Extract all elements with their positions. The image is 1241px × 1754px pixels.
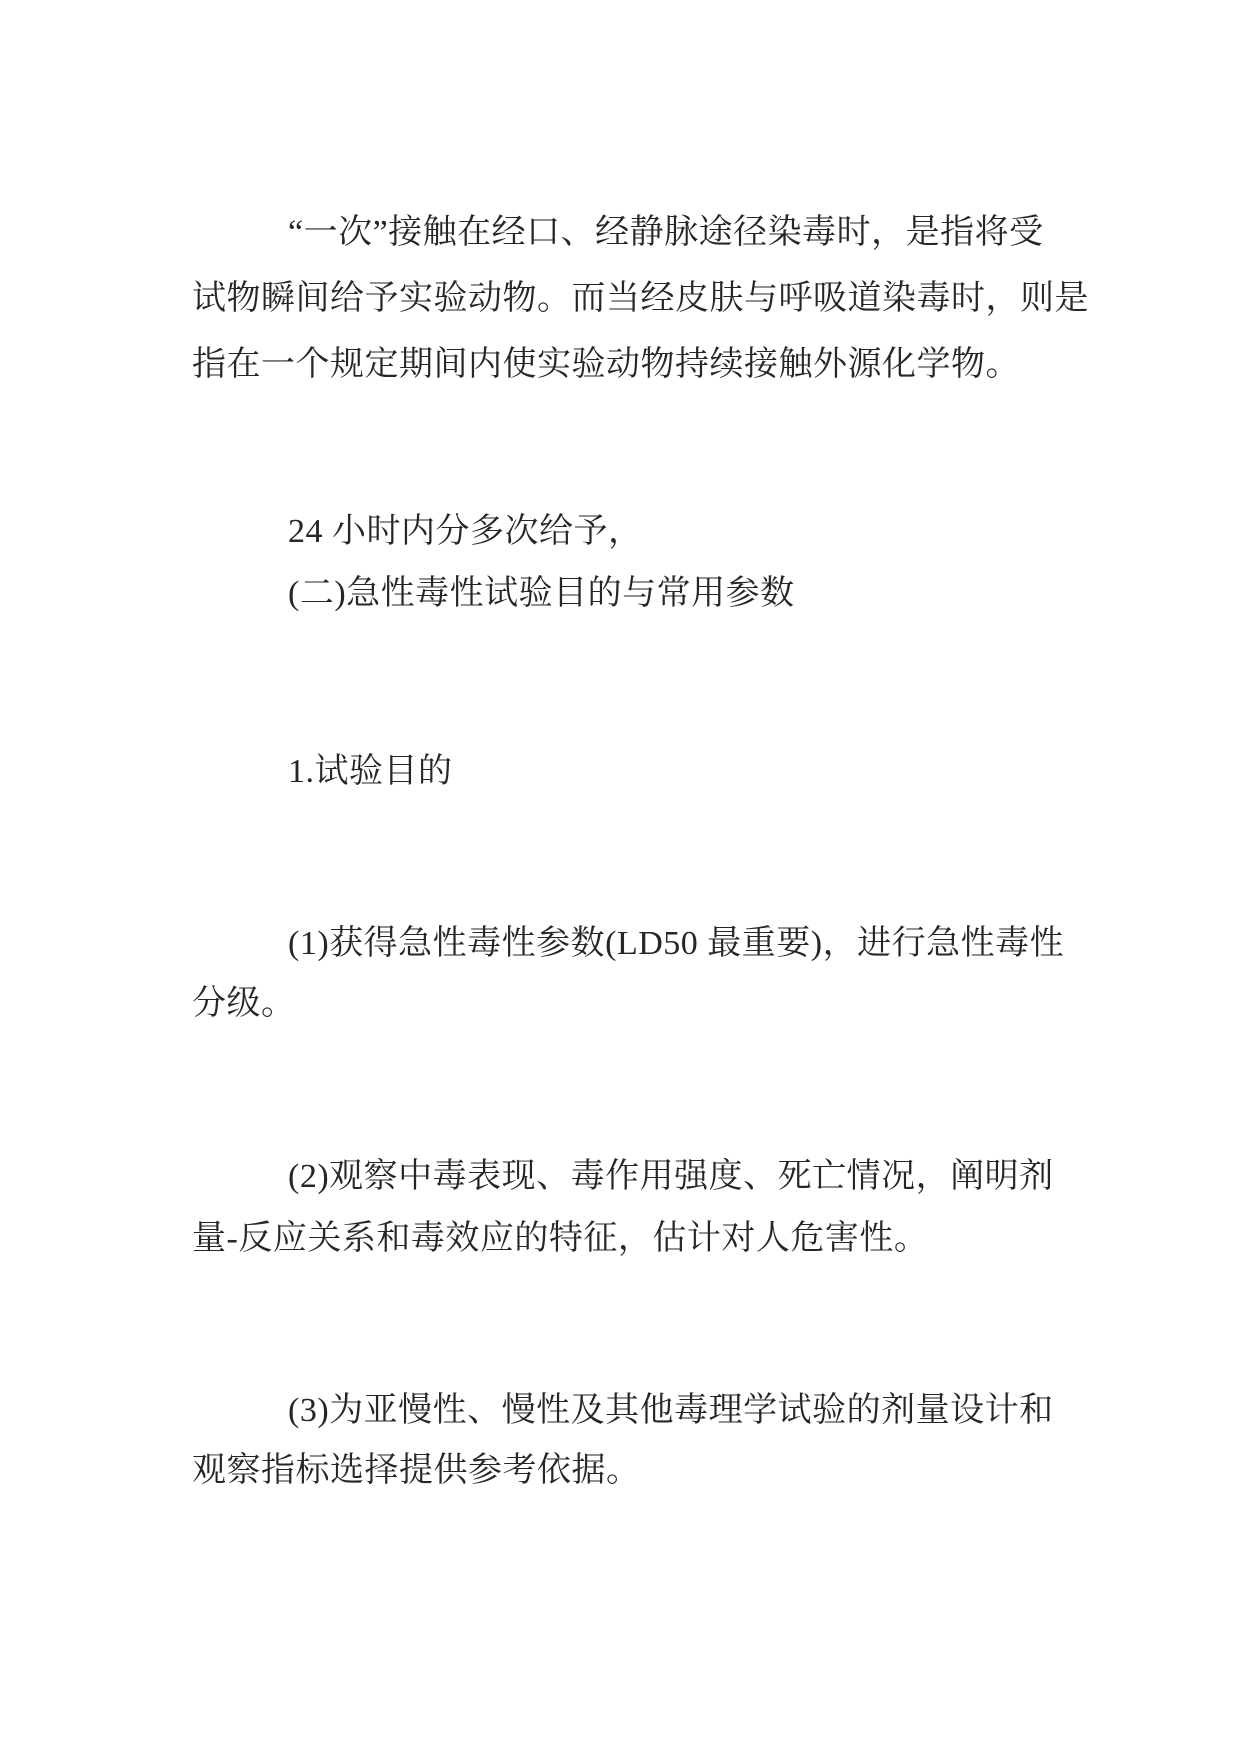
text-line: (2)观察中毒表现、毒作用强度、死亡情况，阐明剂 (288, 1158, 1054, 1195)
subsection-heading: 1.试验目的 (288, 753, 453, 790)
text-line: “一次”接触在经口、经静脉途径染毒时，是指将受 (288, 214, 1044, 251)
paragraph-exposure-definition (192, 200, 1089, 398)
text-line: (3)为亚慢性、慢性及其他毒理学试验的剂量设计和 (288, 1392, 1054, 1429)
text-line: 观察指标选择提供参考依据。 (192, 1452, 641, 1489)
paragraph-24h-and-section-heading (192, 501, 1052, 625)
text-line: (1)获得急性毒性参数(LD50 最重要)，进行急性毒性 (288, 925, 1065, 962)
paragraph-item-2 (192, 1146, 1052, 1270)
text-line: 试物瞬间给予实验动物。而当经皮肤与呼吸道染毒时，则是 (192, 280, 1089, 317)
paragraph-item-3 (192, 1381, 1052, 1501)
paragraph-item-1 (192, 914, 1065, 1034)
section-heading: (二)急性毒性试验目的与常用参数 (288, 575, 795, 612)
text-line: 分级。 (192, 985, 296, 1022)
text-line: 量-反应关系和毒效应的特征，估计对人危害性。 (192, 1220, 929, 1257)
text-line: 24 小时内分多次给予， (288, 513, 643, 550)
text-line: 指在一个规定期间内使实验动物持续接触外源化学物。 (192, 346, 1020, 383)
subsection-heading-test-purpose (192, 741, 1052, 803)
